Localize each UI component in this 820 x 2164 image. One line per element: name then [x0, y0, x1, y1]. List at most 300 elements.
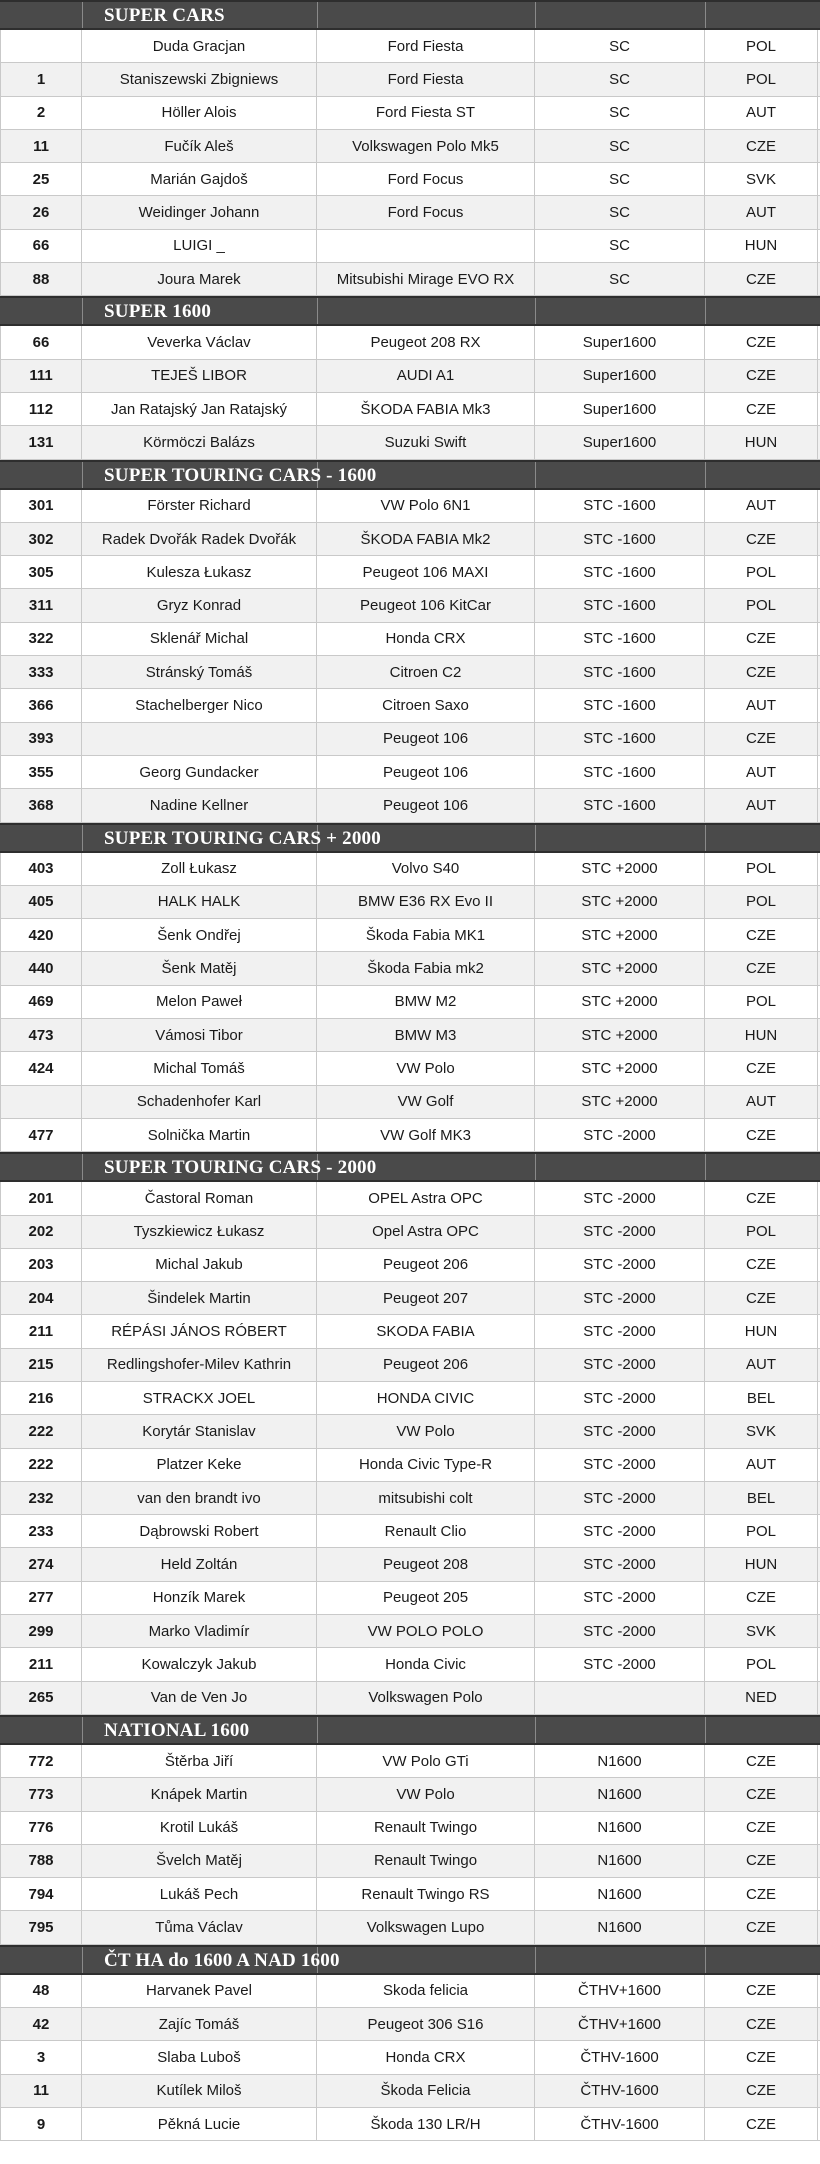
header-column-divider [705, 462, 706, 488]
country-cell: POL [705, 556, 818, 588]
category-rows [0, 853, 820, 1153]
driver-name-cell: Körmöczi Balázs [82, 426, 317, 458]
driver-name-cell: Krotil Lukáš [82, 1812, 317, 1844]
car-model-cell: Peugeot 205 [317, 1582, 535, 1614]
start-number-cell: 788 [0, 1845, 82, 1877]
class-cell: N1600 [535, 1878, 705, 1910]
start-number-cell: 111 [0, 360, 82, 392]
start-number-cell: 11 [0, 130, 82, 162]
table-row [0, 1845, 820, 1878]
class-cell: SC [535, 196, 705, 228]
category-title: NATIONAL 1600 [104, 1719, 250, 1741]
driver-name-cell: TEJEŠ LIBOR [82, 360, 317, 392]
start-number-cell: 222 [0, 1449, 82, 1481]
driver-name-cell: Tyszkiewicz Łukasz [82, 1216, 317, 1248]
table-row [0, 63, 820, 96]
class-cell: STC -1600 [535, 656, 705, 688]
start-number-cell: 794 [0, 1878, 82, 1910]
car-model-cell: VW Polo [317, 1778, 535, 1810]
start-number-cell: 3 [0, 2041, 82, 2073]
start-number-cell: 216 [0, 1382, 82, 1414]
driver-name-cell: Melon Paweł [82, 986, 317, 1018]
header-column-divider [705, 1717, 706, 1743]
table-row [0, 30, 820, 63]
class-cell: STC -2000 [535, 1548, 705, 1580]
start-number-cell: 274 [0, 1548, 82, 1580]
start-number-cell: 211 [0, 1315, 82, 1347]
country-cell: CZE [705, 656, 818, 688]
start-number-cell: 776 [0, 1812, 82, 1844]
car-model-cell: Volkswagen Lupo [317, 1911, 535, 1943]
start-number-cell: 66 [0, 326, 82, 358]
table-row [0, 952, 820, 985]
class-cell: STC -1600 [535, 689, 705, 721]
table-row [0, 2008, 820, 2041]
car-model-cell: Ford Fiesta [317, 30, 535, 62]
start-number-cell: 202 [0, 1216, 82, 1248]
table-row [0, 1282, 820, 1315]
table-row [0, 1119, 820, 1152]
table-row [0, 490, 820, 523]
start-number-cell: 355 [0, 756, 82, 788]
table-row [0, 1249, 820, 1282]
driver-name-cell: Michal Jakub [82, 1249, 317, 1281]
header-column-divider [535, 2, 536, 28]
table-row [0, 523, 820, 556]
header-column-divider [82, 462, 83, 488]
car-model-cell: Škoda Felicia [317, 2075, 535, 2107]
class-cell: STC -2000 [535, 1615, 705, 1647]
car-model-cell: Škoda Fabia mk2 [317, 952, 535, 984]
country-cell: CZE [705, 723, 818, 755]
country-cell: CZE [705, 1878, 818, 1910]
table-row [0, 589, 820, 622]
car-model-cell: VW POLO POLO [317, 1615, 535, 1647]
driver-name-cell: Zajíc Tomáš [82, 2008, 317, 2040]
country-cell: CZE [705, 919, 818, 951]
class-cell: STC +2000 [535, 1052, 705, 1084]
category-title: SUPER TOURING CARS - 2000 [104, 1157, 377, 1179]
class-cell: STC -1600 [535, 723, 705, 755]
driver-name-cell: Veverka Václav [82, 326, 317, 358]
driver-name-cell: Častoral Roman [82, 1182, 317, 1214]
driver-name-cell: Gryz Konrad [82, 589, 317, 621]
table-row [0, 1216, 820, 1249]
start-number-cell: 131 [0, 426, 82, 458]
car-model-cell [317, 230, 535, 262]
country-cell: AUT [705, 97, 818, 129]
start-number-cell: 368 [0, 789, 82, 821]
table-row [0, 1582, 820, 1615]
driver-name-cell: Tůma Václav [82, 1911, 317, 1943]
car-model-cell: Volkswagen Polo [317, 1682, 535, 1714]
car-model-cell: BMW M3 [317, 1019, 535, 1051]
start-number-cell: 440 [0, 952, 82, 984]
car-model-cell: Peugeot 206 [317, 1249, 535, 1281]
country-cell: CZE [705, 623, 818, 655]
start-number-cell: 201 [0, 1182, 82, 1214]
start-number-cell: 772 [0, 1745, 82, 1777]
start-number-cell: 473 [0, 1019, 82, 1051]
country-cell: POL [705, 1515, 818, 1547]
country-cell: AUT [705, 490, 818, 522]
header-column-divider [82, 2, 83, 28]
table-row [0, 1315, 820, 1348]
car-model-cell: Škoda Fabia MK1 [317, 919, 535, 951]
country-cell: POL [705, 853, 818, 885]
car-model-cell: Mitsubishi Mirage EVO RX [317, 263, 535, 295]
class-cell: STC -1600 [535, 589, 705, 621]
car-model-cell: Volvo S40 [317, 853, 535, 885]
table-row [0, 1615, 820, 1648]
class-cell: STC -2000 [535, 1449, 705, 1481]
country-cell: BEL [705, 1482, 818, 1514]
class-cell: STC -2000 [535, 1315, 705, 1347]
driver-name-cell: Nadine Kellner [82, 789, 317, 821]
driver-name-cell: Jan Ratajský Jan Ratajský [82, 393, 317, 425]
start-number-cell [0, 1086, 82, 1118]
car-model-cell: Peugeot 106 MAXI [317, 556, 535, 588]
driver-name-cell: Šenk Ondřej [82, 919, 317, 951]
header-column-divider [535, 825, 536, 851]
country-cell: CZE [705, 1745, 818, 1777]
driver-name-cell: Zoll Łukasz [82, 853, 317, 885]
class-cell [535, 1682, 705, 1714]
country-cell: HUN [705, 1315, 818, 1347]
car-model-cell: VW Golf [317, 1086, 535, 1118]
country-cell: NED [705, 1682, 818, 1714]
country-cell: CZE [705, 1282, 818, 1314]
class-cell: STC -2000 [535, 1648, 705, 1680]
country-cell: POL [705, 63, 818, 95]
table-row [0, 789, 820, 822]
country-cell: AUT [705, 1086, 818, 1118]
header-column-divider [705, 298, 706, 324]
country-cell: CZE [705, 2041, 818, 2073]
country-cell: AUT [705, 196, 818, 228]
header-column-divider [317, 1717, 318, 1743]
table-row [0, 2041, 820, 2074]
class-cell: SC [535, 97, 705, 129]
car-model-cell: ŠKODA FABIA Mk3 [317, 393, 535, 425]
start-number-cell: 333 [0, 656, 82, 688]
country-cell: SVK [705, 1415, 818, 1447]
country-cell: CZE [705, 1845, 818, 1877]
start-number-cell: 403 [0, 853, 82, 885]
class-cell: STC -2000 [535, 1582, 705, 1614]
category-title: SUPER CARS [104, 5, 225, 26]
car-model-cell: Peugeot 106 [317, 789, 535, 821]
driver-name-cell: Radek Dvořák Radek Dvořák [82, 523, 317, 555]
class-cell: SC [535, 230, 705, 262]
table-row [0, 1778, 820, 1811]
country-cell: CZE [705, 1119, 818, 1151]
country-cell: CZE [705, 1911, 818, 1943]
category-section [0, 0, 820, 296]
car-model-cell: Honda CRX [317, 2041, 535, 2073]
country-cell: CZE [705, 360, 818, 392]
category-section [0, 460, 820, 823]
driver-name-cell: Dąbrowski Robert [82, 1515, 317, 1547]
driver-name-cell: Held Zoltán [82, 1548, 317, 1580]
car-model-cell: Peugeot 206 [317, 1349, 535, 1381]
driver-name-cell: Redlingshofer-Milev Kathrin [82, 1349, 317, 1381]
country-cell: AUT [705, 1349, 818, 1381]
class-cell: STC +2000 [535, 952, 705, 984]
class-cell: N1600 [535, 1845, 705, 1877]
driver-name-cell: Stránský Tomáš [82, 656, 317, 688]
category-section [0, 296, 820, 459]
category-header [0, 1945, 820, 1975]
country-cell: HUN [705, 230, 818, 262]
country-cell: CZE [705, 130, 818, 162]
class-cell: STC +2000 [535, 986, 705, 1018]
country-cell: CZE [705, 393, 818, 425]
start-number-cell: 302 [0, 523, 82, 555]
class-cell: Super1600 [535, 360, 705, 392]
category-title: SUPER TOURING CARS + 2000 [104, 827, 381, 849]
start-number-cell: 232 [0, 1482, 82, 1514]
country-cell: AUT [705, 1449, 818, 1481]
country-cell: HUN [705, 1548, 818, 1580]
car-model-cell: VW Polo 6N1 [317, 490, 535, 522]
class-cell: SC [535, 30, 705, 62]
class-cell: SC [535, 163, 705, 195]
category-section [0, 1715, 820, 1945]
table-row [0, 689, 820, 722]
car-model-cell: Peugeot 106 [317, 723, 535, 755]
car-model-cell: Honda CRX [317, 623, 535, 655]
category-title: ČT HA do 1600 A NAD 1600 [104, 1949, 340, 1971]
category-rows [0, 30, 820, 296]
country-cell: HUN [705, 426, 818, 458]
driver-name-cell: Štěrba Jiří [82, 1745, 317, 1777]
driver-name-cell: Švelch Matěj [82, 1845, 317, 1877]
table-row [0, 1878, 820, 1911]
driver-name-cell: Van de Ven Jo [82, 1682, 317, 1714]
class-cell: STC -2000 [535, 1415, 705, 1447]
driver-name-cell: Höller Alois [82, 97, 317, 129]
country-cell: SVK [705, 163, 818, 195]
table-row [0, 723, 820, 756]
header-column-divider [317, 298, 318, 324]
country-cell: AUT [705, 756, 818, 788]
category-section [0, 823, 820, 1153]
category-header [0, 296, 820, 326]
table-row [0, 853, 820, 886]
table-row [0, 263, 820, 296]
driver-name-cell: Platzer Keke [82, 1449, 317, 1481]
table-row [0, 1975, 820, 2008]
car-model-cell: Peugeot 208 RX [317, 326, 535, 358]
car-model-cell: VW Polo [317, 1052, 535, 1084]
start-number-cell: 305 [0, 556, 82, 588]
class-cell: STC -2000 [535, 1249, 705, 1281]
start-number-cell: 215 [0, 1349, 82, 1381]
class-cell: STC -2000 [535, 1515, 705, 1547]
table-row [0, 1812, 820, 1845]
country-cell: POL [705, 1648, 818, 1680]
table-row [0, 1482, 820, 1515]
class-cell: STC +2000 [535, 919, 705, 951]
car-model-cell: Peugeot 208 [317, 1548, 535, 1580]
table-row [0, 426, 820, 459]
driver-name-cell [82, 723, 317, 755]
class-cell: STC +2000 [535, 1086, 705, 1118]
car-model-cell: Peugeot 106 [317, 756, 535, 788]
start-number-cell: 795 [0, 1911, 82, 1943]
car-model-cell: Volkswagen Polo Mk5 [317, 130, 535, 162]
country-cell: AUT [705, 789, 818, 821]
country-cell: CZE [705, 2075, 818, 2107]
driver-name-cell: Lukáš Pech [82, 1878, 317, 1910]
start-number-cell: 393 [0, 723, 82, 755]
driver-name-cell: Joura Marek [82, 263, 317, 295]
table-row [0, 1349, 820, 1382]
class-cell: STC -1600 [535, 623, 705, 655]
header-column-divider [535, 1154, 536, 1180]
start-number-cell: 301 [0, 490, 82, 522]
driver-name-cell: Harvanek Pavel [82, 1975, 317, 2007]
table-row [0, 130, 820, 163]
start-number-cell: 420 [0, 919, 82, 951]
class-cell: ČTHV-1600 [535, 2108, 705, 2140]
class-cell: STC +2000 [535, 853, 705, 885]
country-cell: BEL [705, 1382, 818, 1414]
driver-name-cell: Slaba Luboš [82, 2041, 317, 2073]
header-column-divider [535, 298, 536, 324]
category-header [0, 0, 820, 30]
start-number-cell: 2 [0, 97, 82, 129]
category-title: SUPER 1600 [104, 301, 212, 323]
class-cell: STC -1600 [535, 523, 705, 555]
driver-name-cell: Schadenhofer Karl [82, 1086, 317, 1118]
car-model-cell: Honda Civic [317, 1648, 535, 1680]
header-column-divider [535, 462, 536, 488]
country-cell: CZE [705, 326, 818, 358]
header-column-divider [535, 1717, 536, 1743]
driver-name-cell: Georg Gundacker [82, 756, 317, 788]
header-column-divider [82, 298, 83, 324]
start-number-cell: 299 [0, 1615, 82, 1647]
driver-name-cell: RÉPÁSI JÁNOS RÓBERT [82, 1315, 317, 1347]
start-number-cell: 25 [0, 163, 82, 195]
table-row [0, 196, 820, 229]
car-model-cell: Citroen C2 [317, 656, 535, 688]
class-cell: Super1600 [535, 326, 705, 358]
class-cell: STC -2000 [535, 1182, 705, 1214]
table-row [0, 230, 820, 263]
table-row [0, 1911, 820, 1944]
driver-name-cell: Šenk Matěj [82, 952, 317, 984]
car-model-cell: Skoda felicia [317, 1975, 535, 2007]
car-model-cell: Renault Twingo RS [317, 1878, 535, 1910]
category-section [0, 1152, 820, 1715]
class-cell: SC [535, 263, 705, 295]
table-row [0, 1415, 820, 1448]
country-cell: CZE [705, 1582, 818, 1614]
category-rows [0, 326, 820, 459]
table-row [0, 1019, 820, 1052]
table-row [0, 756, 820, 789]
country-cell: POL [705, 886, 818, 918]
table-row [0, 1382, 820, 1415]
country-cell: CZE [705, 1812, 818, 1844]
table-row [0, 919, 820, 952]
table-row [0, 1548, 820, 1581]
header-column-divider [82, 1947, 83, 1973]
car-model-cell: VW Golf MK3 [317, 1119, 535, 1151]
class-cell: N1600 [535, 1812, 705, 1844]
start-number-cell: 48 [0, 1975, 82, 2007]
car-model-cell: Suzuki Swift [317, 426, 535, 458]
header-column-divider [317, 2, 318, 28]
driver-name-cell: Honzík Marek [82, 1582, 317, 1614]
class-cell: STC -2000 [535, 1482, 705, 1514]
car-model-cell: HONDA CIVIC [317, 1382, 535, 1414]
car-model-cell: Citroen Saxo [317, 689, 535, 721]
table-row [0, 326, 820, 359]
start-number-cell: 277 [0, 1582, 82, 1614]
table-row [0, 986, 820, 1019]
country-cell: SVK [705, 1615, 818, 1647]
start-number-cell: 42 [0, 2008, 82, 2040]
header-column-divider [535, 1947, 536, 1973]
class-cell: Super1600 [535, 426, 705, 458]
start-number-cell [0, 30, 82, 62]
category-rows [0, 490, 820, 823]
driver-name-cell: Weidinger Johann [82, 196, 317, 228]
header-column-divider [82, 825, 83, 851]
table-row [0, 1515, 820, 1548]
class-cell: N1600 [535, 1911, 705, 1943]
country-cell: CZE [705, 952, 818, 984]
driver-name-cell: Kutílek Miloš [82, 2075, 317, 2107]
start-number-cell: 204 [0, 1282, 82, 1314]
car-model-cell: SKODA FABIA [317, 1315, 535, 1347]
car-model-cell: BMW E36 RX Evo II [317, 886, 535, 918]
start-number-cell: 66 [0, 230, 82, 262]
table-row [0, 1052, 820, 1085]
class-cell: STC -2000 [535, 1349, 705, 1381]
category-header [0, 1152, 820, 1182]
driver-name-cell: Knápek Martin [82, 1778, 317, 1810]
driver-name-cell: Kulesza Łukasz [82, 556, 317, 588]
table-row [0, 1086, 820, 1119]
category-rows [0, 1975, 820, 2141]
header-column-divider [705, 2, 706, 28]
country-cell: POL [705, 1216, 818, 1248]
start-number-cell: 477 [0, 1119, 82, 1151]
start-number-cell: 112 [0, 393, 82, 425]
class-cell: STC -2000 [535, 1119, 705, 1151]
driver-name-cell: Korytár Stanislav [82, 1415, 317, 1447]
country-cell: CZE [705, 2108, 818, 2140]
car-model-cell: Ford Fiesta ST [317, 97, 535, 129]
car-model-cell: Renault Clio [317, 1515, 535, 1547]
start-number-cell: 9 [0, 2108, 82, 2140]
driver-name-cell: Kowalczyk Jakub [82, 1648, 317, 1680]
table-row [0, 393, 820, 426]
driver-name-cell: Duda Gracjan [82, 30, 317, 62]
driver-name-cell: Michal Tomáš [82, 1052, 317, 1084]
class-cell: N1600 [535, 1778, 705, 1810]
class-cell: STC -1600 [535, 490, 705, 522]
header-column-divider [82, 1717, 83, 1743]
table-row [0, 163, 820, 196]
class-cell: STC +2000 [535, 886, 705, 918]
car-model-cell: Ford Fiesta [317, 63, 535, 95]
